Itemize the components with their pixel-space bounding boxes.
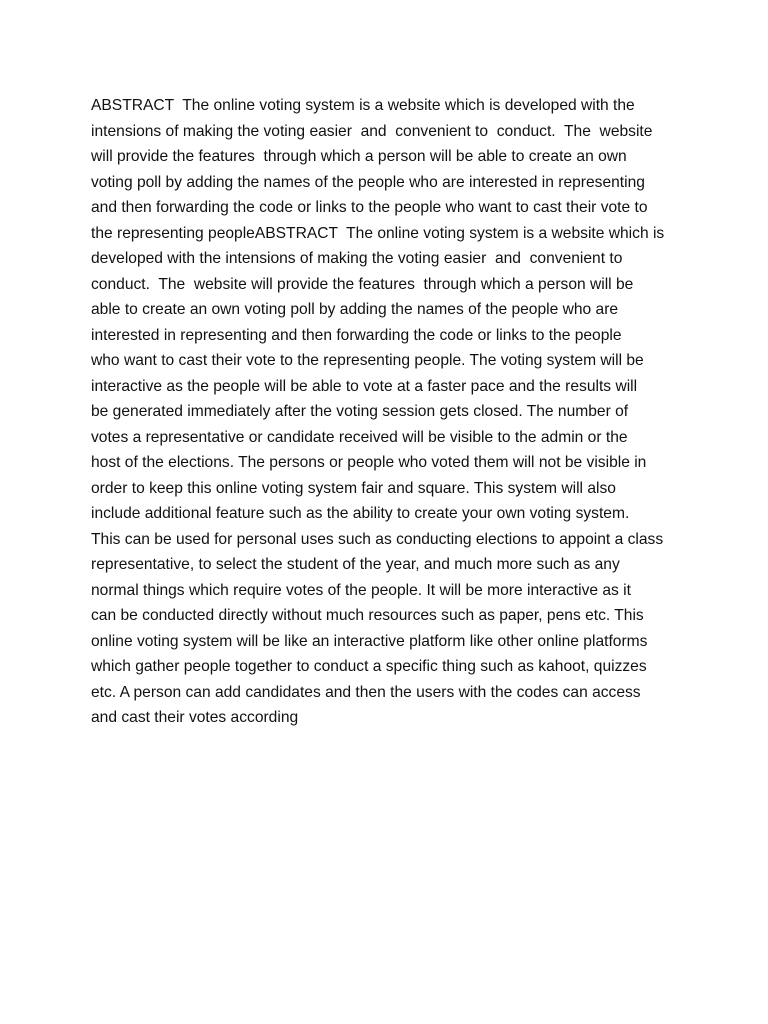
text-line: interactive as the people will be able to vote at a faster pace and the results will (91, 377, 638, 395)
text-line: the representing peopleABSTRACT The online voting system is a website which is (91, 224, 665, 242)
text-line: will provide the features through which a person will be able to create an own (91, 148, 627, 165)
text-line: include additional feature such as the ability to create your own voting system. (91, 505, 630, 522)
text-line: and then forwarding the code or links to the people who want to cast their vote to (91, 199, 648, 216)
text-line: ABSTRACT The online voting system is a website which is developed with the (91, 97, 635, 114)
abstract-paragraph (91, 93, 691, 731)
text-line: who want to cast their vote to the representing people. The voting system will be (91, 352, 644, 369)
text-line: normal things which require votes of the people. It will be more interactive as it (91, 581, 631, 599)
text-line: voting poll by adding the names of the people who are interested in representing (91, 173, 645, 191)
text-line: order to keep this online voting system fair and square. This system will also (91, 479, 616, 497)
text-line: etc. A person can add candidates and then the users with the codes can access (91, 683, 641, 701)
text-line: which gather people together to conduct a specific thing such as kahoot, quizzes (91, 658, 647, 675)
text-line: host of the elections. The persons or people who voted them will not be visible in (91, 454, 647, 471)
text-line: online voting system will be like an interactive platform like other online platforms (91, 632, 648, 650)
text-line: can be conducted directly without much resources such as paper, pens etc. This (91, 607, 644, 624)
text-line: and cast their votes according (91, 709, 299, 726)
text-line: be generated immediately after the voting session gets closed. The number of (91, 403, 629, 420)
text-line: This can be used for personal uses such as conducting elections to appoint a class (91, 530, 664, 548)
text-line: votes a representative or candidate received will be visible to the admin or the (91, 428, 628, 446)
text-line: developed with the intensions of making the voting easier and convenient to (91, 250, 623, 267)
text-line: conduct. The website will provide the features through which a person will be (91, 275, 634, 293)
text-line: intensions of making the voting easier and convenient to conduct. The website (91, 122, 653, 140)
text-line: able to create an own voting poll by adding the names of the people who are (91, 301, 619, 318)
text-line: interested in representing and then forwarding the code or links to the people (91, 326, 622, 344)
text-line: representative, to select the student of the year, and much more such as any (91, 556, 620, 573)
